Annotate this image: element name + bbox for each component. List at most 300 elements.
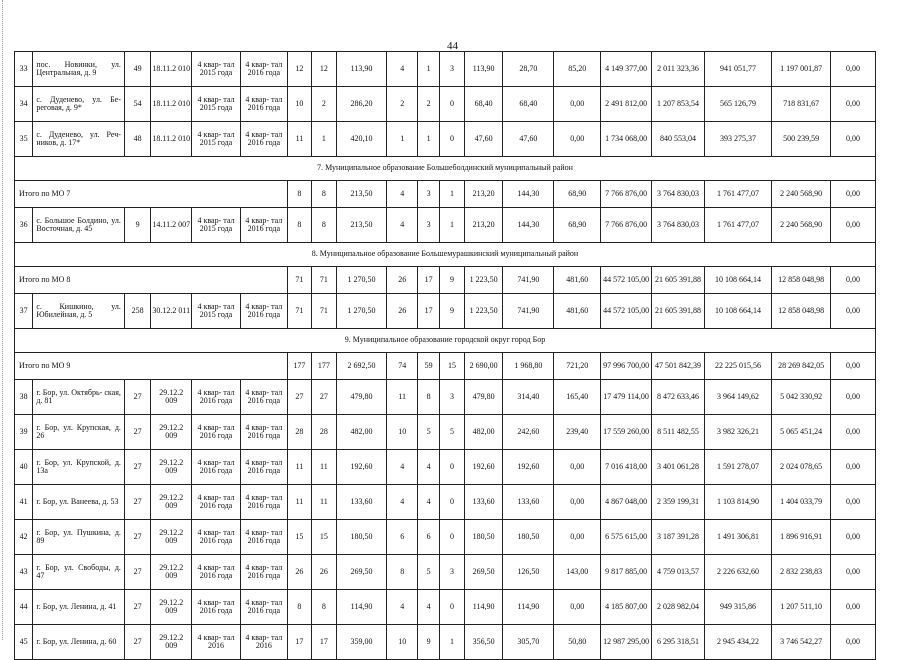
table-cell: 44 572 105,00 (601, 294, 652, 329)
table-cell: 0 (440, 87, 464, 122)
table-cell: 0,00 (554, 122, 601, 157)
table-cell: 49 (124, 52, 150, 87)
total-cell: 26 (387, 267, 418, 294)
table-cell: 192,60 (503, 450, 554, 485)
table-cell: 12 858 048,98 (772, 294, 831, 329)
table-row (15, 555, 876, 590)
table-cell: 4 (387, 208, 418, 243)
table-row (15, 294, 876, 329)
table-cell: 0,00 (831, 87, 876, 122)
table-cell: 2 011 323,36 (652, 52, 705, 87)
total-label: Итого по МО 9 (15, 353, 288, 380)
table-cell: 4 квар- тал 2016 года (240, 485, 287, 520)
table-cell: 0 (440, 450, 464, 485)
municipality-heading: 9. Муниципальное образование городской округ город Бор (15, 329, 876, 353)
table-cell: 0,00 (831, 485, 876, 520)
municipality-heading: 7. Муниципальное образование Большеболдинский муниципальный район (15, 157, 876, 181)
total-row (15, 353, 876, 380)
table-cell: 1 (417, 122, 439, 157)
table-cell: 840 553,04 (652, 122, 705, 157)
table-cell: 5 (417, 415, 439, 450)
table-cell: 1 491 306,81 (704, 520, 771, 555)
table-cell: 3 (440, 380, 464, 415)
table-cell: 0,00 (831, 52, 876, 87)
table-cell: 213,20 (464, 208, 503, 243)
table-cell: 113,90 (336, 52, 387, 87)
table-cell: 0,00 (554, 520, 601, 555)
table-cell: 11 (387, 380, 418, 415)
table-cell: 0,00 (554, 87, 601, 122)
table-cell: 54 (124, 87, 150, 122)
table-cell: 27 (124, 450, 150, 485)
table-cell: 45 (15, 625, 33, 660)
total-cell: 1 223,50 (464, 267, 503, 294)
table-cell: 29.12.2 009 (151, 380, 192, 415)
table-cell: 11 (312, 450, 336, 485)
table-cell: 8 (417, 380, 439, 415)
table-cell: 4 185 807,00 (601, 590, 652, 625)
table-cell: 393 275,37 (704, 122, 771, 157)
table-cell: 26 (312, 555, 336, 590)
table-cell: 1 404 033,79 (772, 485, 831, 520)
table-cell: 29.12.2 009 (151, 555, 192, 590)
table-cell: 9 (124, 208, 150, 243)
table-cell: 27 (287, 380, 311, 415)
total-row (15, 181, 876, 208)
table-cell: 0 (440, 485, 464, 520)
total-cell: 21 605 391,88 (652, 267, 705, 294)
total-row (15, 267, 876, 294)
table-cell: 4 (417, 590, 439, 625)
total-cell: 8 (287, 181, 311, 208)
table-cell: 37 (15, 294, 33, 329)
municipality-heading-row (15, 329, 876, 353)
table-cell: 6 (417, 520, 439, 555)
table-cell: 8 (287, 208, 311, 243)
address-cell: г. Бор, ул. Ленина, д. 41 (33, 590, 125, 625)
table-cell: 18.11.2 010 (151, 122, 192, 157)
table-row (15, 87, 876, 122)
table-cell: 133,60 (336, 485, 387, 520)
table-cell: 4 квар- тал 2016 года (240, 87, 287, 122)
table-cell: 17 (312, 625, 336, 660)
table-cell: 314,40 (503, 380, 554, 415)
total-cell: 68,90 (554, 181, 601, 208)
table-cell: 7 766 876,00 (601, 208, 652, 243)
table-cell: 0 (440, 590, 464, 625)
table-cell: 0,00 (831, 555, 876, 590)
table-cell: 305,70 (503, 625, 554, 660)
table-cell: 3 746 542,27 (772, 625, 831, 660)
total-cell: 721,20 (554, 353, 601, 380)
total-cell: 97 996 700,00 (601, 353, 652, 380)
table-cell: 12 (312, 52, 336, 87)
table-cell: 68,40 (503, 87, 554, 122)
table-cell: 718 831,67 (772, 87, 831, 122)
total-cell: 1 270,50 (336, 267, 387, 294)
table-cell: 36 (15, 208, 33, 243)
total-cell: 4 (387, 181, 418, 208)
table-cell: 180,50 (503, 520, 554, 555)
table-cell: 1 (387, 122, 418, 157)
table-cell: 0,00 (831, 520, 876, 555)
address-cell: с. Дуденево, ул. Бе- реговая, д. 9* (33, 87, 125, 122)
table-cell: 0,00 (554, 485, 601, 520)
table-cell: 192,60 (336, 450, 387, 485)
total-cell: 213,50 (336, 181, 387, 208)
total-cell: 71 (287, 267, 311, 294)
table-cell: 9 (417, 625, 439, 660)
table-cell: 1 270,50 (336, 294, 387, 329)
table-cell: 4 квар- тал 2016 года (240, 294, 287, 329)
table-row (15, 625, 876, 660)
table-cell: 29.12.2 009 (151, 485, 192, 520)
table-cell: 27 (124, 415, 150, 450)
total-label: Итого по МО 8 (15, 267, 288, 294)
table-cell: 34 (15, 87, 33, 122)
table-cell: 114,90 (503, 590, 554, 625)
table-cell: 27 (124, 520, 150, 555)
table-cell: 2 945 434,22 (704, 625, 771, 660)
municipality-heading: 8. Муниципальное образование Большемурашкинский муниципальный район (15, 243, 876, 267)
table-cell: 11 (312, 485, 336, 520)
table-cell: 12 (287, 52, 311, 87)
table-cell: 21 605 391,88 (652, 294, 705, 329)
table-row (15, 208, 876, 243)
table-cell: 1 207 853,54 (652, 87, 705, 122)
table-cell: 2 028 982,04 (652, 590, 705, 625)
table-cell: 4 (387, 450, 418, 485)
table-cell: 4 квар- тал 2015 года (192, 52, 241, 87)
total-label: Итого по МО 7 (15, 181, 288, 208)
total-cell: 59 (417, 353, 439, 380)
table-cell: 8 472 633,46 (652, 380, 705, 415)
total-cell: 177 (312, 353, 336, 380)
table-cell: 3 964 149,62 (704, 380, 771, 415)
table-cell: 3 (440, 52, 464, 87)
table-cell: 2 491 812,00 (601, 87, 652, 122)
table-cell: 1 207 511,10 (772, 590, 831, 625)
table-cell: 27 (124, 590, 150, 625)
table-cell: 1 (312, 122, 336, 157)
total-cell: 44 572 105,00 (601, 267, 652, 294)
total-cell: 2 240 568,90 (772, 181, 831, 208)
total-cell: 144,30 (503, 181, 554, 208)
table-cell: 113,90 (464, 52, 503, 87)
table-cell: 4 квар- тал 2016 года (240, 52, 287, 87)
table-cell: 482,00 (336, 415, 387, 450)
address-cell: г. Бор, ул. Пушкина, д. 89 (33, 520, 125, 555)
table-cell: 420,10 (336, 122, 387, 157)
municipality-heading-row (15, 157, 876, 181)
total-cell: 1 (440, 181, 464, 208)
table-body (15, 52, 876, 660)
table-cell: 239,40 (554, 415, 601, 450)
table-cell: 4 квар- тал 2016 (192, 625, 241, 660)
table-cell: 4 квар- тал 2015 года (192, 294, 241, 329)
table-cell: 4 (417, 450, 439, 485)
table-cell: 1 761 477,07 (704, 208, 771, 243)
table-cell: 1 896 916,91 (772, 520, 831, 555)
total-cell: 28 269 842,05 (772, 353, 831, 380)
address-cell: с. Большое Болдино, ул. Восточная, д. 45 (33, 208, 125, 243)
total-cell: 3 764 830,03 (652, 181, 705, 208)
table-cell: 8 (387, 555, 418, 590)
table-row (15, 485, 876, 520)
table-cell: 30.12.2 011 (151, 294, 192, 329)
total-cell: 177 (287, 353, 311, 380)
table-cell: 269,50 (336, 555, 387, 590)
table-cell: 47,60 (503, 122, 554, 157)
table-cell: 359,00 (336, 625, 387, 660)
table-cell: 481,60 (554, 294, 601, 329)
total-cell: 481,60 (554, 267, 601, 294)
table-cell: 4 квар- тал 2016 года (240, 380, 287, 415)
table-cell: 165,40 (554, 380, 601, 415)
table-cell: 4 квар- тал 2016 года (192, 520, 241, 555)
table-cell: 479,80 (336, 380, 387, 415)
table-cell: 5 065 451,24 (772, 415, 831, 450)
table-cell: 5 (440, 415, 464, 450)
table-cell: 8 511 482,55 (652, 415, 705, 450)
table-cell: 43 (15, 555, 33, 590)
total-cell: 74 (387, 353, 418, 380)
table-cell: 41 (15, 485, 33, 520)
table-cell: 33 (15, 52, 33, 87)
total-cell: 2 692,50 (336, 353, 387, 380)
table-cell: 27 (312, 380, 336, 415)
table-cell: 1 (440, 625, 464, 660)
total-cell: 8 (312, 181, 336, 208)
table-cell: 4 квар- тал 2016 года (240, 555, 287, 590)
table-cell: 3 764 830,03 (652, 208, 705, 243)
table-cell: 4 квар- тал 2016 года (192, 450, 241, 485)
table-cell: 27 (124, 555, 150, 590)
table-cell: 8 (287, 590, 311, 625)
table-cell: 4 квар- тал 2016 года (192, 485, 241, 520)
table-cell: 565 126,79 (704, 87, 771, 122)
table-cell: 2 (417, 87, 439, 122)
table-cell: 4 (417, 485, 439, 520)
table-cell: 28 (312, 415, 336, 450)
table-cell: 286,20 (336, 87, 387, 122)
table-cell: 15 (312, 520, 336, 555)
table-cell: 38 (15, 380, 33, 415)
table-cell: 2 832 238,83 (772, 555, 831, 590)
table-cell: 1 223,50 (464, 294, 503, 329)
table-cell: 4 квар- тал 2016 года (240, 590, 287, 625)
table-cell: 0,00 (831, 122, 876, 157)
table-cell: 180,50 (464, 520, 503, 555)
table-cell: 2 240 568,90 (772, 208, 831, 243)
table-cell: 10 108 664,14 (704, 294, 771, 329)
table-cell: 18.11.2 010 (151, 87, 192, 122)
table-cell: 114,90 (464, 590, 503, 625)
table-cell: 0 (440, 122, 464, 157)
table-cell: 42 (15, 520, 33, 555)
table-cell: 1 103 814,90 (704, 485, 771, 520)
table-cell: 4 квар- тал 2016 года (240, 122, 287, 157)
table-cell: 1 (440, 208, 464, 243)
binding-margin (2, 0, 5, 640)
table-cell: 12 987 295,00 (601, 625, 652, 660)
table-cell: 180,50 (336, 520, 387, 555)
table-cell: 40 (15, 450, 33, 485)
table-cell: 4 (387, 52, 418, 87)
table-cell: 29.12.2 009 (151, 450, 192, 485)
table-cell: 9 817 885,00 (601, 555, 652, 590)
table-cell: 4 квар- тал 2016 (240, 625, 287, 660)
table-cell: 9 (440, 294, 464, 329)
table-cell: 482,00 (464, 415, 503, 450)
table-cell: 4 квар- тал 2016 года (192, 555, 241, 590)
total-cell: 15 (440, 353, 464, 380)
total-cell: 17 (417, 267, 439, 294)
table-cell: 6 (387, 520, 418, 555)
table-cell: 4 квар- тал 2016 года (240, 415, 287, 450)
table-cell: 0,00 (831, 415, 876, 450)
table-cell: 27 (124, 625, 150, 660)
table-cell: 27 (124, 380, 150, 415)
table-cell: 0,00 (831, 380, 876, 415)
table-cell: 26 (287, 555, 311, 590)
address-cell: г. Бор, ул. Свободы, д. 47 (33, 555, 125, 590)
total-cell: 0,00 (831, 353, 876, 380)
table-cell: 143,00 (554, 555, 601, 590)
table-cell: 4 квар- тал 2016 года (192, 380, 241, 415)
table-cell: 1 197 001,87 (772, 52, 831, 87)
total-cell: 1 761 477,07 (704, 181, 771, 208)
table-row (15, 52, 876, 87)
table-cell: 500 239,59 (772, 122, 831, 157)
table-cell: 4 квар- тал 2016 года (240, 520, 287, 555)
total-cell: 1 968,80 (503, 353, 554, 380)
total-cell: 47 501 842,39 (652, 353, 705, 380)
table-cell: 4 (387, 590, 418, 625)
table-cell: 114,90 (336, 590, 387, 625)
table-cell: 35 (15, 122, 33, 157)
table-cell: 28,70 (503, 52, 554, 87)
table-cell: 0,00 (554, 450, 601, 485)
total-cell: 7 766 876,00 (601, 181, 652, 208)
table-cell: 2 (387, 87, 418, 122)
table-cell: 17 (417, 294, 439, 329)
table-cell: 213,50 (336, 208, 387, 243)
table-row (15, 450, 876, 485)
table-cell: 258 (124, 294, 150, 329)
address-cell: пос. Новинки, ул. Центральная, д. 9 (33, 52, 125, 87)
housing-register-table (14, 51, 876, 660)
total-cell: 71 (312, 267, 336, 294)
table-cell: 4 квар- тал 2016 года (192, 590, 241, 625)
address-cell: с. Кишкино, ул. Юбилейная, д. 5 (33, 294, 125, 329)
table-cell: 5 042 330,92 (772, 380, 831, 415)
table-cell: 68,90 (554, 208, 601, 243)
total-cell: 3 (417, 181, 439, 208)
table-cell: 17 559 260,00 (601, 415, 652, 450)
table-cell: 17 (287, 625, 311, 660)
table-cell: 2 (312, 87, 336, 122)
table-cell: 4 759 013,57 (652, 555, 705, 590)
table-cell: 29.12.2 009 (151, 590, 192, 625)
table-cell: 4 квар- тал 2015 года (192, 208, 241, 243)
table-cell: 18.11.2 010 (151, 52, 192, 87)
table-cell: 3 (417, 208, 439, 243)
table-cell: 1 734 068,00 (601, 122, 652, 157)
table-cell: 11 (287, 450, 311, 485)
address-cell: г. Бор, ул. Октябрь- ская, д. 81 (33, 380, 125, 415)
table-row (15, 520, 876, 555)
table-cell: 68,40 (464, 87, 503, 122)
table-cell: 48 (124, 122, 150, 157)
table-cell: 949 315,86 (704, 590, 771, 625)
table-cell: 133,60 (464, 485, 503, 520)
table-cell: 6 295 318,51 (652, 625, 705, 660)
address-cell: г. Бор, ул. Ленина, д. 60 (33, 625, 125, 660)
table-cell: 0,00 (831, 625, 876, 660)
total-cell: 213,20 (464, 181, 503, 208)
table-cell: 29.12.2 009 (151, 415, 192, 450)
table-cell: 44 (15, 590, 33, 625)
table-cell: 741,90 (503, 294, 554, 329)
table-cell: 85,20 (554, 52, 601, 87)
table-cell: 4 149 377,00 (601, 52, 652, 87)
table-cell: 4 квар- тал 2016 года (240, 450, 287, 485)
table-cell: 941 051,77 (704, 52, 771, 87)
table-cell: 29.12.2 009 (151, 625, 192, 660)
table-cell: 8 (312, 208, 336, 243)
total-cell: 2 690,00 (464, 353, 503, 380)
table-cell: 479,80 (464, 380, 503, 415)
table-cell: 144,30 (503, 208, 554, 243)
table-cell: 192,60 (464, 450, 503, 485)
table-cell: 8 (312, 590, 336, 625)
table-cell: 11 (287, 485, 311, 520)
total-cell: 0,00 (831, 181, 876, 208)
table-cell: 50,80 (554, 625, 601, 660)
table-cell: 3 (440, 555, 464, 590)
table-cell: 4 квар- тал 2015 года (192, 87, 241, 122)
table-cell: 47,60 (464, 122, 503, 157)
address-cell: г. Бор, ул. Ванеева, д. 53 (33, 485, 125, 520)
table-cell: 27 (124, 485, 150, 520)
table-cell: 4 квар- тал 2015 года (192, 122, 241, 157)
table-cell: 29.12.2 009 (151, 520, 192, 555)
table-cell: 133,60 (503, 485, 554, 520)
table-cell: 269,50 (464, 555, 503, 590)
total-cell: 12 858 048,98 (772, 267, 831, 294)
address-cell: г. Бор, ул. Крупской, д. 13а (33, 450, 125, 485)
total-cell: 741,90 (503, 267, 554, 294)
table-cell: 71 (312, 294, 336, 329)
table-cell: 7 016 418,00 (601, 450, 652, 485)
table-cell: 3 982 326,21 (704, 415, 771, 450)
table-cell: 242,60 (503, 415, 554, 450)
table-row (15, 122, 876, 157)
table-cell: 14.11.2 007 (151, 208, 192, 243)
address-cell: с. Дуденево, ул. Реч- ников, д. 17* (33, 122, 125, 157)
table-cell: 6 575 615,00 (601, 520, 652, 555)
table-cell: 0,00 (831, 450, 876, 485)
table-cell: 4 (387, 485, 418, 520)
municipality-heading-row (15, 243, 876, 267)
table-cell: 0 (440, 520, 464, 555)
table-cell: 4 квар- тал 2016 года (192, 415, 241, 450)
table-cell: 356,50 (464, 625, 503, 660)
table-row (15, 415, 876, 450)
table-cell: 2 024 078,65 (772, 450, 831, 485)
address-cell: г. Бор, ул. Крупская, д. 26 (33, 415, 125, 450)
